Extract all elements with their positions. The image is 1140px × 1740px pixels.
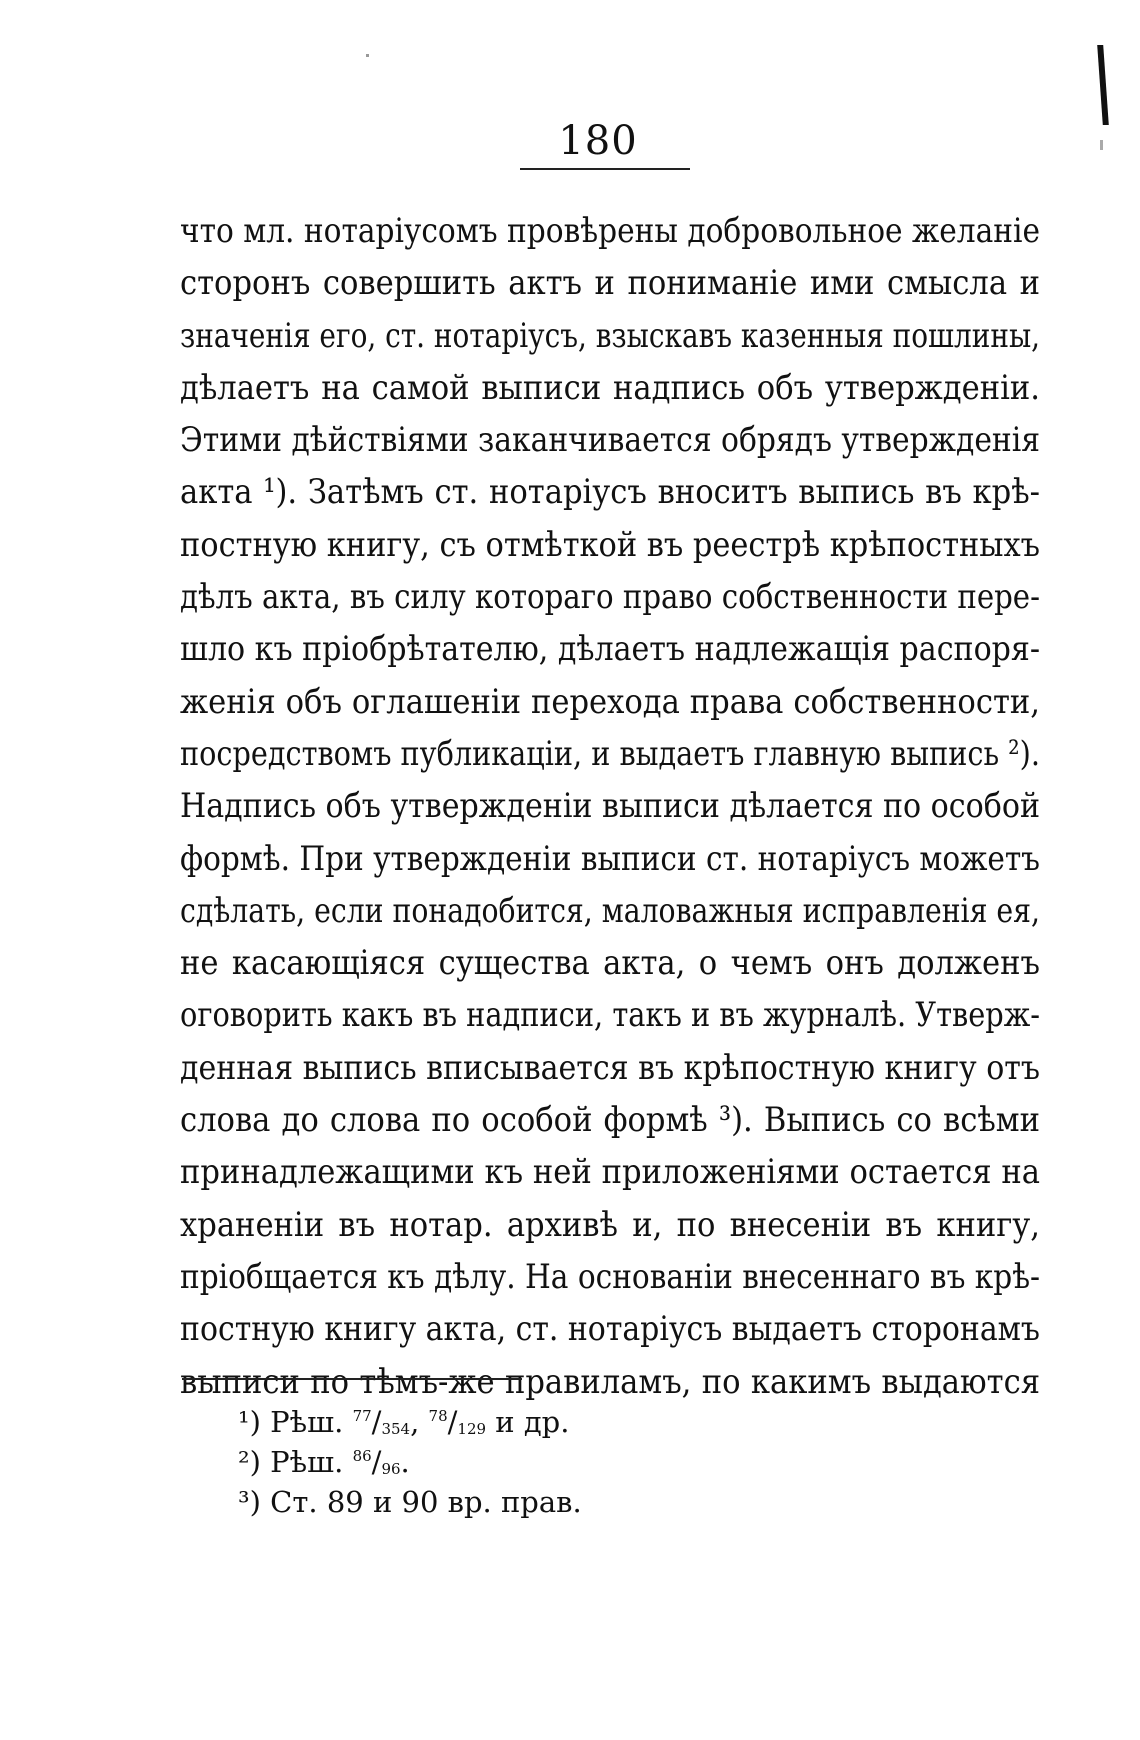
footnote-2-marker: ²) [238, 1445, 261, 1479]
body-line: дѣлъ акта, въ силу котораго право собственности пере- [180, 577, 1040, 618]
footnote-2: ²) Рѣш. $^{86}/_{96}$. [238, 1445, 410, 1479]
footnote-1-sep: , [410, 1405, 420, 1439]
body-line: денная выпись вписывается въ крѣпостную книгу отъ [180, 1047, 1040, 1088]
body-line: значенія его, ст. нотаріусъ, взыскавъ казенныя пошлины, [180, 315, 1041, 356]
footnote-2-ref1-num: 86 [352, 1447, 372, 1465]
footnote-2-text: Рѣш. [270, 1445, 344, 1479]
footnote-separator [182, 1378, 522, 1380]
body-text [180, 205, 1040, 1408]
footnote-1-ref1-num: 77 [352, 1407, 372, 1425]
body-line: дѣлаетъ на самой выписи надпись объ утвержденіи. [180, 367, 1040, 408]
body-line: постную книгу, съ отмѣткой въ реестрѣ крѣпостныхъ [180, 524, 1041, 565]
footnote-1-tail: и др. [495, 1405, 570, 1439]
footnote-3 [238, 1482, 938, 1522]
footnote-1-text: Рѣш. [270, 1405, 344, 1439]
footnote-1-ref1-den: 354 [381, 1420, 411, 1438]
footnotes [238, 1402, 938, 1522]
footnote-2-ref1-den: 96 [381, 1460, 401, 1478]
body-line: храненіи въ нотар. архивѣ и, по внесеніи въ книгу, [180, 1204, 1040, 1245]
body-line: принадлежащими къ ней приложеніями остается на [180, 1152, 1040, 1193]
body-line: слова до слова по особой формѣ ³). Выпись со всѣми [180, 1100, 1040, 1141]
body-line: оговорить какъ въ надписи, такъ и въ журналѣ. Утверж- [180, 995, 1040, 1036]
print-speck [366, 54, 369, 57]
body-line: пріобщается къ дѣлу. На основаніи внесеннаго въ крѣ- [180, 1256, 1041, 1297]
body-line: не касающіяся существа акта, о чемъ онъ долженъ [180, 943, 1040, 984]
body-line: шло къ пріобрѣтателю, дѣлаетъ надлежащія распоря- [180, 629, 1041, 670]
body-line: сторонъ совершить актъ и пониманіе ими смысла и [180, 263, 1040, 304]
body-line: женія объ оглашеніи перехода права собственности, [180, 681, 1040, 722]
body-line: Надпись объ утвержденіи выписи дѣлается по особой [180, 786, 1041, 827]
page-edge-mark [1097, 45, 1109, 125]
page-number-rule [520, 168, 690, 170]
body-line: акта ¹). Затѣмъ ст. нотаріусъ вноситъ выпись въ крѣ- [180, 472, 1040, 513]
body-line: посредствомъ публикаціи, и выдаетъ главную выпись ²). [180, 733, 1040, 774]
footnote-1: ¹) Рѣш. $^{77}/_{354}$, $^{78}/_{129}$ и др. [238, 1405, 570, 1439]
body-line: формѣ. При утвержденіи выписи ст. нотаріусъ можетъ [180, 838, 1040, 879]
footnote-3-marker: ³) [238, 1485, 261, 1519]
body-line: выписи по тѣмъ-же правиламъ, по какимъ выдаются [180, 1361, 1040, 1402]
footnote-1-ref2-num: 78 [428, 1407, 448, 1425]
body-line: сдѣлать, если понадобится, маловажныя исправленія ея, [180, 890, 1040, 931]
page-number: 180 [558, 118, 638, 164]
body-line: Этими дѣйствіями заканчивается обрядъ утвержденія [180, 420, 1041, 461]
footnote-3-text: Ст. 89 и 90 вр. прав. [270, 1485, 582, 1519]
footnote-1-marker: ¹) [238, 1405, 261, 1439]
footnote-1-ref2-den: 129 [457, 1420, 487, 1438]
footnote-2-tail: . [400, 1445, 410, 1479]
body-line: что мл. нотаріусомъ провѣрены добровольное желаніе [180, 211, 1040, 251]
body-line: постную книгу акта, ст. нотаріусъ выдаетъ сторонамъ [180, 1309, 1040, 1350]
